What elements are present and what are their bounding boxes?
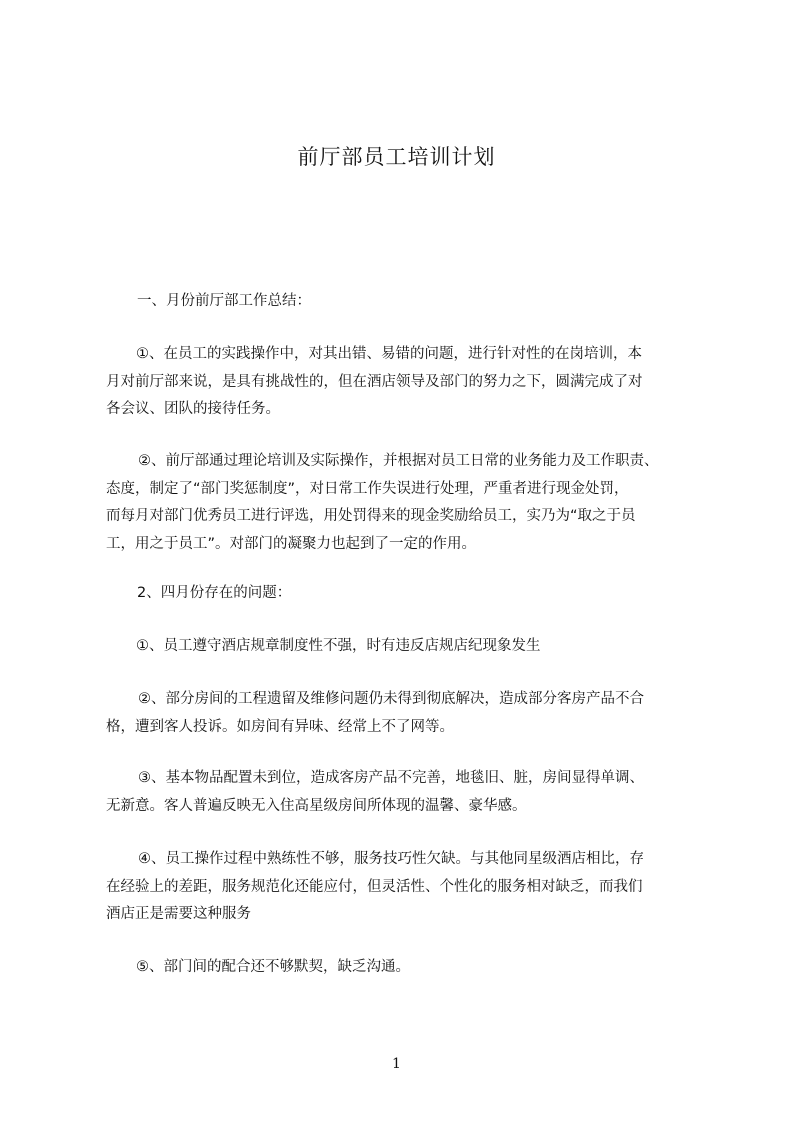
document-title: 前厅部员工培训计划 [297, 145, 496, 169]
section-1-heading: 一、月份前厅部工作总结： [137, 293, 311, 309]
section-2-paragraph-5: ⑤、部门间的配合还不够默契，缺乏沟通。 [136, 959, 410, 975]
section-2-paragraph-1: ①、员工遵守酒店规章制度性不强，时有违反店规店纪现象发生 [136, 638, 541, 654]
section-2-paragraph-4: ④、员工操作过程中熟练性不够，服务技巧性欠缺。与其他同星级酒店相比，存 在经验上的差距，服务规范化还能应付，但灵活性、个性化的服务相对缺乏，而我们 酒店正是需要这种服务 [106, 851, 644, 922]
section-2-paragraph-2: ②、部分房间的工程遗留及维修问题仍未得到彻底解决，造成部分客房产品不合 格，遭到客人投诉。如房间有异味、经常上不了网等。 [106, 691, 644, 735]
section-2-paragraph-3: ③、基本物品配置未到位，造成客房产品不完善，地毯旧、脏，房间显得单调、 无新意。客人普遍反映无入住高星级房间所体现的温馨、豪华感。 [106, 770, 644, 814]
section-1-paragraph-1: ①、在员工的实践操作中，对其出错、易错的问题，进行针对性的在岗培训，本 月对前厅部来说，是具有挑战性的，但在酒店领导及部门的努力之下，圆满完成了对 各会议、团队的接待任务。 [106, 346, 643, 417]
section-2-heading: 2、四月份存在的问题： [137, 585, 292, 601]
section-1-paragraph-2: ②、前厅部通过理论培训及实际操作，并根据对员工日常的业务能力及工作职责、 态度，制定了“部门奖惩制度”，对日常工作失误进行处理，严重者进行现金处罚， 而每月对部门优秀员工进行评选，用处罚得来的现金奖励给员工，实乃为“取之于员 工，用之于员工”。对部门的凝聚力也起到了一定的作用。 [106, 453, 659, 552]
page-number: 1 [392, 1056, 401, 1072]
